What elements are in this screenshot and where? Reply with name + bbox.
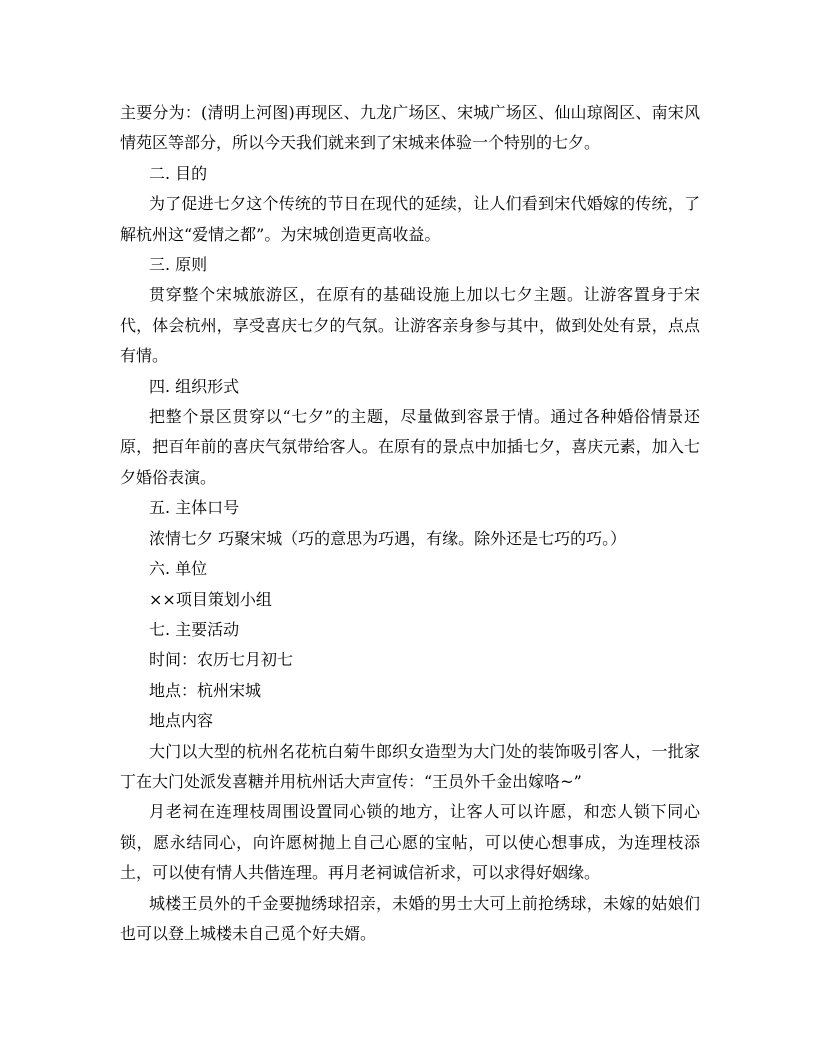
heading-purpose: 二. 目的: [149, 163, 208, 183]
heading-main-activities: 七. 主要活动: [149, 619, 240, 639]
heading-unit: 六. 单位: [149, 559, 208, 579]
paragraph-purpose: 为了促进七夕这个传统的节日在现代的延续，让人们看到宋代婚嫁的传统，了解杭州这“爱情之都”。为宋城创造更高收益。: [120, 194, 700, 244]
paragraph-unit: ××项目策划小组: [149, 589, 272, 609]
paragraph-time: 时间：农历七月初七: [149, 650, 294, 670]
heading-principle: 三. 原则: [149, 255, 208, 275]
heading-organization: 四. 组织形式: [149, 376, 240, 396]
paragraph-sections-intro: 主要分为：(清明上河图)再现区、九龙广场区、宋城广场区、仙山琼阁区、南宋风情苑区等部分，所以今天我们就来到了宋城来体验一个特别的七夕。: [120, 103, 700, 153]
paragraph-principle: 贯穿整个宋城旅游区，在原有的基础设施上加以七夕主题。让游客置身于宋代，体会杭州，享受喜庆七夕的气氛。让游客亲身参与其中，做到处处有景，点点有情。: [120, 285, 700, 366]
document-page: [120, 98, 700, 949]
heading-slogan: 五. 主体口号: [149, 498, 240, 518]
paragraph-slogan: 浓情七夕 巧聚宋城（巧的意思为巧遇，有缘。除外还是七巧的巧。）: [149, 528, 627, 548]
paragraph-organization: 把整个景区贯穿以“七夕”的主题，尽量做到容景于情。通过各种婚俗情景还原，把百年前的喜庆气氛带给客人。在原有的景点中加插七夕，喜庆元素，加入七夕婚俗表演。: [120, 407, 700, 487]
paragraph-location: 地点：杭州宋城: [149, 680, 262, 700]
paragraph-location-content: 地点内容: [149, 711, 214, 731]
paragraph-temple: 月老祠在连理枝周围设置同心锁的地方，让客人可以许愿，和恋人锁下同心锁，愿永结同心，向许愿树抛上自己心愿的宝帖，可以使心想事成，为连理枝添土，可以使有情人共偕连理。再月老祠诚信祈求，可以求得好姻缘。: [120, 802, 700, 883]
paragraph-gate: 大门以大型的杭州名花杭白菊牛郎织女造型为大门处的装饰吸引客人，一批家丁在大门处派发喜糖并用杭州话大声宣传：“王员外千金出嫁咯~”: [120, 741, 700, 791]
paragraph-tower: 城楼王员外的千金要抛绣球招亲，未婚的男士大可上前抢绣球，未嫁的姑娘们也可以登上城楼未自己觅个好夫婿。: [120, 893, 700, 943]
